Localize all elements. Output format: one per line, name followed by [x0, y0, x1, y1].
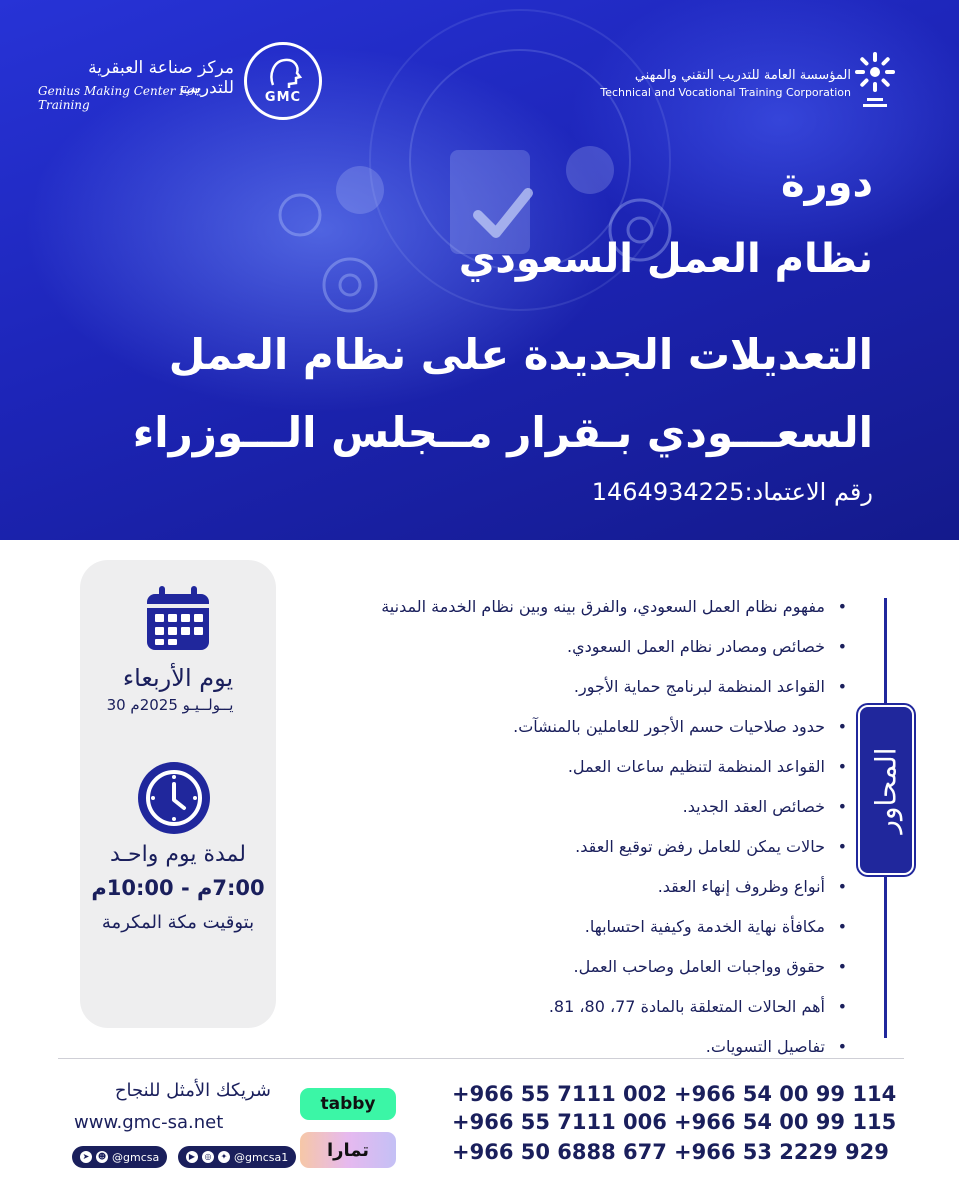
social-handle-text: @gmcsa1: [234, 1150, 289, 1164]
social-handle-gmcsa[interactable]: [178, 1146, 296, 1168]
hero-banner: [0, 0, 959, 540]
phone-link[interactable]: +966 50 6888 677: [452, 1140, 667, 1164]
telegram-icon: ➤: [80, 1151, 92, 1163]
course-timezone: بتوقيت مكة المكرمة: [101, 912, 255, 933]
course-day: يوم الأربعاء: [122, 664, 234, 692]
instagram-icon: ◎: [202, 1151, 214, 1163]
topic-item: • تفاصيل التسويات.: [287, 1032, 847, 1072]
calendar-icon: [141, 582, 215, 656]
tvtc-name-arabic: المؤسسة العامة للتدريب التقني والمهني: [634, 68, 851, 83]
course-duration: لمدة يوم واحـد: [110, 842, 246, 867]
phone-link[interactable]: +966 54 00 99 115: [674, 1110, 897, 1134]
topic-item: • أنواع وظروف إنهاء العقد.: [287, 872, 847, 912]
course-subtitle-line2: السعـــودي بـقرار مــجلس الـــوزراء: [132, 408, 873, 457]
social-handle-gmcsa1[interactable]: [72, 1146, 167, 1168]
twitter-icon: ✦: [218, 1151, 230, 1163]
course-date: 30 يــولــيـو 2025م: [106, 696, 234, 714]
topic-item: • مفهوم نظام العمل السعودي، والفرق بينه وبين نظام الخدمة المدنية: [287, 592, 847, 632]
website-link[interactable]: www.gmc-sa.net: [74, 1112, 224, 1133]
phone-link[interactable]: +966 55 7111 006: [452, 1110, 667, 1134]
phone-link[interactable]: +966 53 2229 929: [674, 1140, 889, 1164]
youtube-icon: ▶: [186, 1151, 198, 1163]
topic-item: • حقوق وواجبات العامل وصاحب العمل.: [287, 952, 847, 992]
tvtc-name-english: Technical and Vocational Training Corporation: [600, 86, 851, 99]
topic-item: • القواعد المنظمة لبرنامج حماية الأجور.: [287, 672, 847, 712]
topic-item: • أهم الحالات المتعلقة بالمادة 77، 80، 81.: [287, 992, 847, 1032]
course-time: 7:00م - 10:00م: [91, 876, 265, 900]
head-profile-icon: [265, 55, 305, 89]
topic-item: • حالات يمكن للعامل رفض توقيع العقد.: [287, 832, 847, 872]
center-name-english: Genius Making Center For Training: [38, 84, 200, 112]
course-name: نظام العمل السعودي: [458, 236, 873, 282]
phone-link[interactable]: +966 55 7111 002: [452, 1082, 667, 1106]
gmc-logo-icon: [244, 42, 322, 120]
schedule-panel: [80, 560, 276, 1028]
course-subtitle-line1: التعديلات الجديدة على نظام العمل: [168, 330, 873, 379]
phone-link[interactable]: +966 54 00 99 114: [674, 1082, 897, 1106]
center-name-arabic: مركز صناعة العبقرية للتدريب: [88, 58, 234, 98]
gmc-logo-text: GMC: [264, 90, 302, 105]
topics-list: [287, 592, 847, 1072]
topic-item: • خصائص العقد الجديد.: [287, 792, 847, 832]
topics-title: المحاور: [869, 746, 903, 834]
topic-item: • القواعد المنظمة لتنظيم ساعات العمل.: [287, 752, 847, 792]
tvtc-logo-icon: [853, 46, 897, 118]
topic-item: • مكافأة نهاية الخدمة وكيفية احتسابها.: [287, 912, 847, 952]
footer-divider: [58, 1058, 904, 1059]
tamara-payment-badge: تمارا: [300, 1132, 396, 1168]
snapchat-icon: ☻: [97, 1152, 107, 1161]
tabby-payment-badge: tabby: [300, 1088, 396, 1120]
clock-icon: [136, 760, 212, 836]
topic-item: • حدود صلاحيات حسم الأجور للعاملين بالمنشآت.: [287, 712, 847, 752]
partner-tagline: شريكك الأمثل للنجاح: [114, 1080, 271, 1101]
topic-item: • خصائص ومصادر نظام العمل السعودي.: [287, 632, 847, 672]
topics-title-label: [858, 705, 914, 875]
social-handle-text: @gmcsa: [112, 1150, 160, 1164]
accreditation-number: رقم الاعتماد:1464934225: [591, 478, 873, 506]
course-label: دورة: [780, 160, 873, 206]
